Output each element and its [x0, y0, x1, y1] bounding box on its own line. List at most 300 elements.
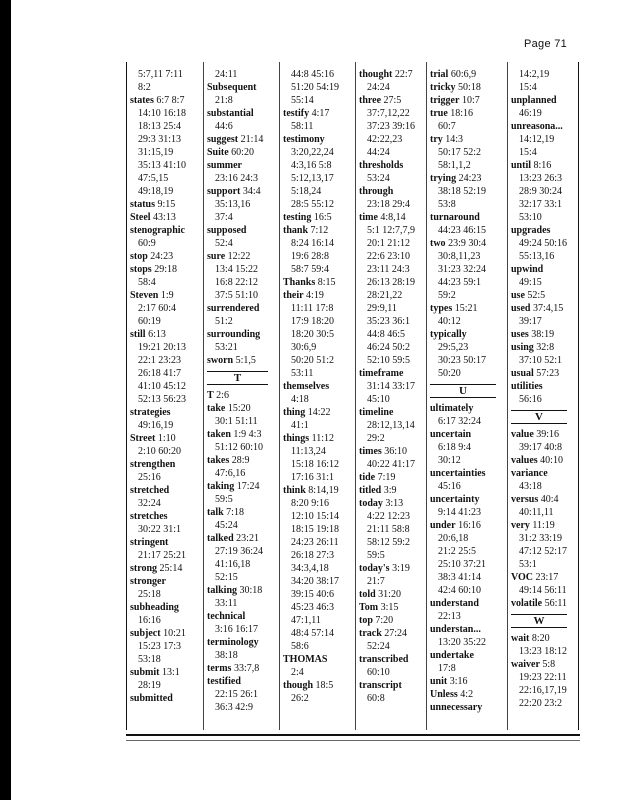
page-line-refs: 15:4 — [519, 147, 537, 158]
index-term: thank — [283, 225, 309, 236]
index-entry — [511, 120, 575, 133]
page-line-refs: 42:4 60:10 — [438, 585, 482, 596]
index-term: track — [359, 628, 382, 639]
page-line-refs: 50:17 52:2 — [438, 147, 482, 158]
index-entry-continuation — [283, 575, 352, 588]
index-entry — [207, 146, 276, 159]
page-line-refs: 15:18 16:12 — [291, 459, 340, 470]
index-entry — [283, 432, 352, 445]
index-entry — [430, 467, 504, 480]
page-line-refs: 12:22 — [227, 251, 251, 262]
index-entry — [359, 679, 423, 692]
page-line-refs: 40:11,11 — [519, 507, 554, 518]
index-entry-continuation — [359, 341, 423, 354]
index-column-2 — [203, 62, 279, 730]
page-line-refs: 27:19 36:24 — [215, 546, 264, 557]
index-entry-continuation — [359, 354, 423, 367]
page-line-refs: 12:10 15:14 — [291, 511, 340, 522]
index-term: support — [207, 186, 241, 197]
index-term: stenographic — [130, 225, 185, 236]
page-number: Page 71 — [524, 38, 568, 50]
page-line-refs: 4:18 — [291, 394, 309, 405]
index-entry — [130, 263, 199, 276]
page-line-refs: 39:17 — [519, 316, 542, 327]
index-term: stringent — [130, 537, 169, 548]
index-term: Street — [130, 433, 156, 444]
index-term: today — [359, 498, 383, 509]
index-entry — [359, 94, 423, 107]
index-entry — [359, 406, 423, 419]
page-line-refs: 17:16 31:1 — [291, 472, 335, 483]
index-entry-continuation — [430, 250, 504, 263]
index-entry-continuation — [430, 146, 504, 159]
index-term: stop — [130, 251, 148, 262]
index-entry-continuation — [283, 302, 352, 315]
page-line-refs: 23:17 — [535, 572, 559, 583]
index-term: though — [283, 680, 314, 691]
index-entry-continuation — [130, 419, 199, 432]
index-entry-continuation — [130, 640, 199, 653]
page-line-refs: 47:6,16 — [215, 468, 246, 479]
index-term: transcribed — [359, 654, 409, 665]
page-line-refs: 24:23 — [458, 173, 482, 184]
index-entry — [130, 198, 199, 211]
index-entry — [359, 445, 423, 458]
index-entry-continuation — [283, 393, 352, 406]
page-line-refs: 23:16 24:3 — [215, 173, 259, 184]
page-line-refs: 11:12 — [311, 433, 335, 444]
index-entry — [283, 133, 352, 146]
index-term: unreasona... — [511, 121, 563, 132]
index-entry — [511, 302, 575, 315]
page-line-refs: 45:23 46:3 — [291, 602, 335, 613]
page-line-refs: 60:9 — [138, 238, 156, 249]
index-entry — [283, 484, 352, 497]
index-term: ultimately — [430, 403, 474, 414]
page-line-refs: 39:15 40:6 — [291, 589, 335, 600]
scan-edge-bar — [0, 0, 11, 800]
index-entry-continuation — [130, 523, 199, 536]
index-entry-continuation — [430, 454, 504, 467]
index-term: Unless — [430, 689, 458, 700]
index-entry-continuation — [511, 211, 575, 224]
index-entry — [511, 224, 575, 237]
page-line-refs: 22:15 26:1 — [215, 689, 259, 700]
index-entry — [130, 250, 199, 263]
page-line-refs: 53:18 — [138, 654, 161, 665]
page-line-refs: 15:4 — [519, 82, 537, 93]
index-term: take — [207, 403, 226, 414]
page-line-refs: 47:12 52:17 — [519, 546, 568, 557]
index-entry-continuation — [511, 198, 575, 211]
index-entry — [430, 688, 504, 701]
index-entry — [430, 94, 504, 107]
index-entry — [130, 211, 199, 224]
page-line-refs: 37:4,15 — [532, 303, 564, 314]
index-entry-continuation — [430, 506, 504, 519]
index-entry — [359, 367, 423, 380]
page-line-refs: 7:19 — [377, 472, 396, 483]
index-entry-continuation — [511, 354, 575, 367]
page-line-refs: 28:19 — [138, 680, 161, 691]
index-entry — [359, 601, 423, 614]
index-term: values — [511, 455, 538, 466]
page-line-refs: 2:6 — [216, 390, 229, 401]
page-line-refs: 45:16 — [438, 481, 461, 492]
index-term: under — [430, 520, 456, 531]
index-entry-continuation — [283, 159, 352, 172]
index-entry — [359, 159, 423, 172]
index-term: status — [130, 199, 156, 210]
index-entry-continuation — [207, 701, 276, 714]
index-entry — [359, 185, 423, 198]
page-line-refs: 7:20 — [375, 615, 394, 626]
index-entry-continuation — [430, 441, 504, 454]
page-line-refs: 41:10 45:12 — [138, 381, 187, 392]
index-term: until — [511, 160, 532, 171]
index-entry-continuation — [359, 224, 423, 237]
index-entry-continuation — [511, 532, 575, 545]
page-line-refs: 18:20 30:5 — [291, 329, 335, 340]
index-term: Thanks — [283, 277, 316, 288]
index-entry-continuation — [283, 562, 352, 575]
index-entry — [283, 289, 352, 302]
page-line-refs: 21:11 58:8 — [367, 524, 410, 535]
page-line-refs: 52:4 — [215, 238, 233, 249]
index-entry-continuation — [283, 354, 352, 367]
page-line-refs: 60:19 — [138, 316, 161, 327]
index-entry-continuation — [130, 679, 199, 692]
index-entry-continuation — [207, 441, 276, 454]
page-line-refs: 8:20 — [531, 633, 550, 644]
index-term: taken — [207, 429, 231, 440]
index-entry — [207, 107, 276, 120]
section-letter: W — [511, 614, 567, 628]
page-line-refs: 5:8 — [542, 659, 556, 670]
index-term: unplanned — [511, 95, 557, 106]
index-entry — [207, 610, 276, 623]
page-line-refs: 58:4 — [138, 277, 156, 288]
page-line-refs: 40:22 41:17 — [367, 459, 416, 470]
index-entry-continuation — [207, 315, 276, 328]
index-entry-continuation — [359, 328, 423, 341]
index-term: states — [130, 95, 154, 106]
index-entry-continuation — [359, 133, 423, 146]
index-entry-continuation — [430, 367, 504, 380]
page-line-refs: 41:1 — [291, 420, 309, 431]
index-entry — [283, 380, 352, 393]
page-line-refs: 13:4 15:22 — [215, 264, 259, 275]
page-line-refs: 37:5 51:10 — [215, 290, 259, 301]
page-line-refs: 44:8 46:5 — [367, 329, 406, 340]
index-entry — [207, 81, 276, 94]
page-line-refs: 53:10 — [519, 212, 542, 223]
index-term: trigger — [430, 95, 460, 106]
index-entry-continuation — [283, 237, 352, 250]
page-line-refs: 4:3,16 5:8 — [291, 160, 332, 171]
page-line-refs: 2:17 60:4 — [138, 303, 177, 314]
index-term: try — [430, 134, 443, 145]
page-line-refs: 34:20 38:17 — [291, 576, 340, 587]
page-line-refs: 29:5,23 — [438, 342, 469, 353]
index-entry — [130, 692, 199, 705]
index-entry-continuation — [430, 159, 504, 172]
index-entry-continuation — [283, 458, 352, 471]
index-entry — [207, 185, 276, 198]
page-line-refs: 58:1,1,2 — [438, 160, 471, 171]
index-entry — [511, 519, 575, 532]
index-entry — [207, 454, 276, 467]
index-entry — [130, 666, 199, 679]
index-entry — [130, 575, 199, 588]
page-line-refs: 49:15 — [519, 277, 542, 288]
index-entry — [359, 497, 423, 510]
index-term: time — [359, 212, 378, 223]
index-entry — [283, 107, 352, 120]
index-entry — [430, 107, 504, 120]
page-line-refs: 44:8 45:16 — [291, 69, 335, 80]
page-line-refs: 4:2 — [460, 689, 474, 700]
index-term: VOC — [511, 572, 534, 583]
index-entry — [207, 328, 276, 341]
index-term: types — [430, 303, 453, 314]
index-entry — [511, 454, 575, 467]
index-term: testimony — [283, 134, 325, 145]
page-line-refs: 49:14 56:11 — [519, 585, 567, 596]
page-line-refs: 56:11 — [544, 598, 568, 609]
index-entry — [207, 584, 276, 597]
index-term: versus — [511, 494, 539, 505]
page-line-refs: 11:19 — [532, 520, 555, 531]
page-line-refs: 27:24 — [384, 628, 408, 639]
page-line-refs: 23:11 24:3 — [367, 264, 410, 275]
page-line-refs: 19:6 28:8 — [291, 251, 330, 262]
index-entry-continuation — [283, 263, 352, 276]
index-entry-continuation — [359, 146, 423, 159]
page-line-refs: 24:24 — [367, 82, 390, 93]
page-line-refs: 18:5 — [315, 680, 334, 691]
index-entry — [130, 458, 199, 471]
index-entry-continuation — [283, 536, 352, 549]
page-line-refs: 58:6 — [291, 641, 309, 652]
page-line-refs: 14:12,19 — [519, 134, 555, 145]
page-line-refs: 28:12,13,14 — [367, 420, 415, 431]
index-entry-continuation — [511, 107, 575, 120]
page-line-refs: 27:5 — [383, 95, 402, 106]
index-entry-continuation — [207, 120, 276, 133]
index-entry — [130, 484, 199, 497]
page-line-refs: 1:9 4:3 — [233, 429, 262, 440]
page-line-refs: 13:1 — [161, 667, 180, 678]
page-line-refs: 36:10 — [384, 446, 408, 457]
page-line-refs: 8:16 — [533, 160, 552, 171]
index-entry — [283, 276, 352, 289]
page-line-refs: 22:7 — [394, 69, 413, 80]
index-entry — [359, 484, 423, 497]
page-line-refs: 8:24 16:14 — [291, 238, 335, 249]
index-term: uncertainty — [430, 494, 480, 505]
index-entry — [430, 402, 504, 415]
index-entry-continuation — [430, 289, 504, 302]
index-entry-continuation — [283, 250, 352, 263]
index-entry — [130, 536, 199, 549]
index-entry-continuation — [283, 146, 352, 159]
index-term: substantial — [207, 108, 254, 119]
index-entry-continuation — [207, 688, 276, 701]
index-term: T — [207, 390, 214, 401]
page-line-refs: 40:10 — [540, 455, 563, 466]
index-entry-continuation — [207, 623, 276, 636]
index-term: things — [283, 433, 310, 444]
page-line-refs: 34:4 — [242, 186, 261, 197]
page-line-refs: 42:22,23 — [367, 134, 403, 145]
index-entry — [511, 328, 575, 341]
index-term: Subsequent — [207, 82, 257, 93]
index-entry-continuation — [283, 549, 352, 562]
index-column-3 — [279, 62, 355, 730]
index-entry — [511, 658, 575, 671]
page-line-refs: 40:4 — [540, 494, 559, 505]
index-entry-continuation — [207, 68, 276, 81]
index-entry — [283, 211, 352, 224]
page-line-refs: 4:8,14 — [380, 212, 406, 223]
index-entry-continuation — [511, 645, 575, 658]
index-entry — [511, 632, 575, 645]
index-term: turnaround — [430, 212, 480, 223]
index-entry — [430, 328, 504, 341]
page-line-refs: 49:16,19 — [138, 420, 174, 431]
index-entry-continuation — [283, 614, 352, 627]
index-term: thought — [359, 69, 393, 80]
index-term: value — [511, 429, 534, 440]
page-line-refs: 24:23 26:11 — [291, 537, 339, 548]
index-term: undertake — [430, 650, 474, 661]
page-line-refs: 16:16 — [138, 615, 161, 626]
index-entry-continuation — [130, 146, 199, 159]
index-term: variance — [511, 468, 548, 479]
index-entry-continuation — [130, 302, 199, 315]
page-line-refs: 44:23 46:15 — [438, 225, 487, 236]
page-line-refs: 8:2 — [138, 82, 151, 93]
index-entry-continuation — [130, 133, 199, 146]
page-line-refs: 30:1 51:11 — [215, 416, 258, 427]
index-term: titled — [359, 485, 382, 496]
index-entry-continuation — [130, 315, 199, 328]
page-line-refs: 32:17 33:1 — [519, 199, 563, 210]
index-term: stronger — [130, 576, 166, 587]
index-entry-continuation — [283, 185, 352, 198]
index-entry — [130, 224, 199, 237]
page-line-refs: 8:15 — [317, 277, 336, 288]
index-entry-continuation — [130, 68, 199, 81]
index-entry-continuation — [430, 185, 504, 198]
index-entry — [130, 562, 199, 575]
page-line-refs: 4:19 — [306, 290, 324, 301]
index-entry-continuation — [430, 584, 504, 597]
page-line-refs: 15:21 — [454, 303, 478, 314]
index-entry-continuation — [359, 549, 423, 562]
page-line-refs: 31:15,19 — [138, 147, 174, 158]
page-line-refs: 6:18 9:4 — [438, 442, 472, 453]
index-entry-continuation — [511, 146, 575, 159]
index-entry-continuation — [511, 480, 575, 493]
index-term: Tom — [359, 602, 379, 613]
index-term: taking — [207, 481, 235, 492]
index-entry-continuation — [511, 545, 575, 558]
index-entry — [430, 597, 504, 610]
index-term: two — [430, 238, 446, 249]
index-entry-continuation — [359, 640, 423, 653]
page-line-refs: 43:18 — [519, 481, 542, 492]
page-line-refs: 52:13 56:23 — [138, 394, 187, 405]
index-entry-continuation — [430, 341, 504, 354]
page-line-refs: 49:24 50:16 — [519, 238, 568, 249]
index-entry — [130, 601, 199, 614]
index-entry — [207, 402, 276, 415]
index-entry-continuation — [359, 315, 423, 328]
page-line-refs: 60:6,9 — [450, 69, 477, 80]
page-line-refs: 21:2 25:5 — [438, 546, 477, 557]
page-line-refs: 9:15 — [157, 199, 176, 210]
page-line-refs: 26:2 — [291, 693, 309, 704]
index-entry-continuation — [511, 237, 575, 250]
page-line-refs: 3:15 — [380, 602, 399, 613]
page-line-refs: 3:9 — [383, 485, 397, 496]
index-entry — [359, 562, 423, 575]
index-entry-continuation — [511, 584, 575, 597]
page-line-refs: 58:11 — [291, 121, 314, 132]
index-term: stops — [130, 264, 152, 275]
page-line-refs: 10:7 — [461, 95, 480, 106]
page-line-refs: 15:20 — [227, 403, 251, 414]
page-line-refs: 26:18 41:7 — [138, 368, 182, 379]
page-line-refs: 38:19 — [531, 329, 555, 340]
page-line-refs: 39:16 — [536, 429, 560, 440]
index-entry — [283, 406, 352, 419]
index-term: upwind — [511, 264, 544, 275]
page-line-refs: 30:8,11,23 — [438, 251, 481, 262]
page-line-refs: 56:16 — [519, 394, 542, 405]
index-term: uncertainties — [430, 468, 486, 479]
index-entry-continuation — [130, 81, 199, 94]
index-entry-continuation — [207, 558, 276, 571]
index-entry-continuation — [207, 237, 276, 250]
page-line-refs: 20:6,18 — [438, 533, 469, 544]
page-line-refs: 13:23 26:3 — [519, 173, 563, 184]
index-entry-continuation — [130, 172, 199, 185]
page-line-refs: 37:4 — [215, 212, 233, 223]
index-entry-continuation — [359, 81, 423, 94]
page-line-refs: 30:12 — [438, 455, 461, 466]
page-line-refs: 16:8 22:12 — [215, 277, 259, 288]
index-column-1 — [127, 62, 202, 730]
index-term: understand — [430, 598, 479, 609]
index-term: transcript — [359, 680, 402, 691]
index-term: wait — [511, 633, 530, 644]
index-entry-continuation — [359, 263, 423, 276]
page-line-refs: 46:19 — [519, 108, 542, 119]
page-line-refs: 37:23 39:16 — [367, 121, 416, 132]
page-line-refs: 22:20 23:2 — [519, 698, 563, 709]
page-line-refs: 17:8 — [438, 663, 456, 674]
page-line-refs: 6:13 — [148, 329, 166, 340]
bottom-rule — [126, 734, 580, 736]
index-entry-continuation — [130, 497, 199, 510]
index-entry-continuation — [283, 497, 352, 510]
index-entry-continuation — [430, 354, 504, 367]
page-line-refs: 13:20 35:22 — [438, 637, 487, 648]
index-term: use — [511, 290, 525, 301]
